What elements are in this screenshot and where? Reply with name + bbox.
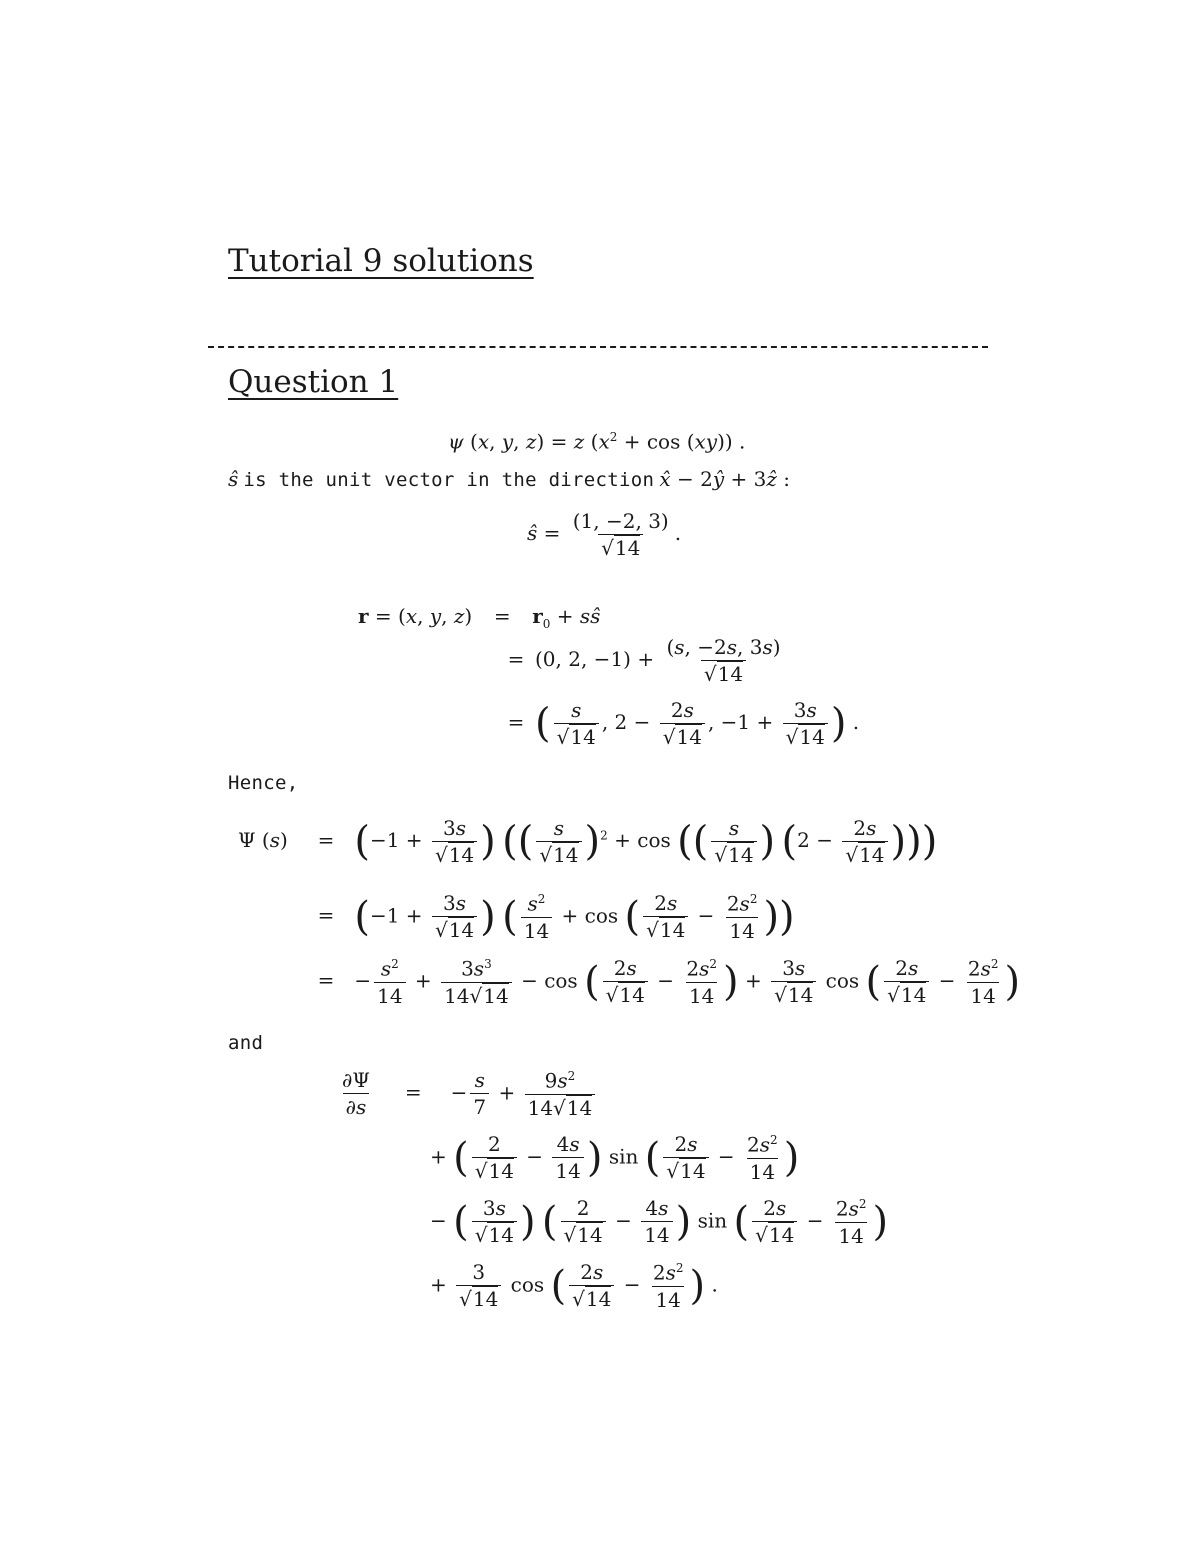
section-divider bbox=[208, 346, 988, 348]
hence-text: Hence, bbox=[228, 772, 299, 794]
page-title: Tutorial 9 solutions bbox=[228, 243, 534, 279]
derivative-line-2: + ( $\frac{2}{√14}$ − $\frac{4s}{14}$ ) sin ( $\frac{2s}{√14}$ − $\frac{2s^2}{14}$ ) bbox=[430, 1132, 800, 1184]
r-equation-line-1: r = (x, y, $z) = r_0$ + sŝ bbox=[358, 604, 601, 631]
r-equation-line-2: = (0, 2, −1) + $\frac{(s, -2s, 3s)}{√14}$ bbox=[507, 635, 781, 686]
Psi-line-2: = (−1 + $\frac{3s}{√14}$ ) ( $\frac{s^2}{14}$ + cos ( $\frac{2s}{√14}$ − $\frac{2s^2}{14}$ )) bbox=[317, 891, 795, 943]
unit-vector-text: is the unit vector in the direction bbox=[243, 469, 655, 491]
derivative-line-4: + $\frac{3}{√14}$ cos ( $\frac{2s}{√14}$ − $\frac{2s^2}{14}$ ) . bbox=[430, 1260, 718, 1312]
derivative-line-1: $\frac{\partial\Psi}{\partial s}$ = − $\frac{s}{7}$ + $\frac{9s^2}{14√14}$ bbox=[336, 1070, 598, 1118]
unit-vector-sentence: ŝ is the unit vector in the direction x̂ − 2ŷ + 3ẑ : bbox=[228, 467, 790, 491]
question-heading: Question 1 bbox=[228, 364, 399, 400]
Psi-line-1: Ψ (s) = (−1 + $\frac{3s}{√14}$ ) (( $\frac{s}{√14}$ )$^2$ + cos (( $\frac{s}{√14}$ ) (2 − $\frac{2s}{√14}$ ))) bbox=[238, 816, 938, 867]
psi-definition: ψ (x, y, z) = z $(x^2 + \cos (xy))$ . bbox=[448, 429, 746, 454]
r-equation-line-3: = ( $\frac{s}{√14}$ , 2 − $\frac{2s}{√14}$ , −1 + $\frac{3s}{√14}$ ) . bbox=[507, 698, 860, 749]
Psi-line-3: = − $\frac{s^2}{14}$ + $\frac{3s^3}{14√14}$ − cos ( $\frac{2s}{√14}$ − $\frac{2s^2}{14}$ ) + $\frac{3s}{√14}$ cos ( $\frac{2s}{√14}$ − $\frac{2s^2}{14}$ ) bbox=[317, 956, 1021, 1008]
s-hat-equation: ŝ = $\frac{(1, -2, 3)}{√14}$ . bbox=[527, 509, 682, 560]
derivative-line-3: − ( $\frac{3s}{√14}$ ) ( $\frac{2}{√14}$ − $\frac{4s}{14}$ ) sin ( $\frac{2s}{√14}$ − $\frac{2s^2}{14}$ ) bbox=[430, 1196, 889, 1248]
and-text: and bbox=[228, 1032, 264, 1054]
